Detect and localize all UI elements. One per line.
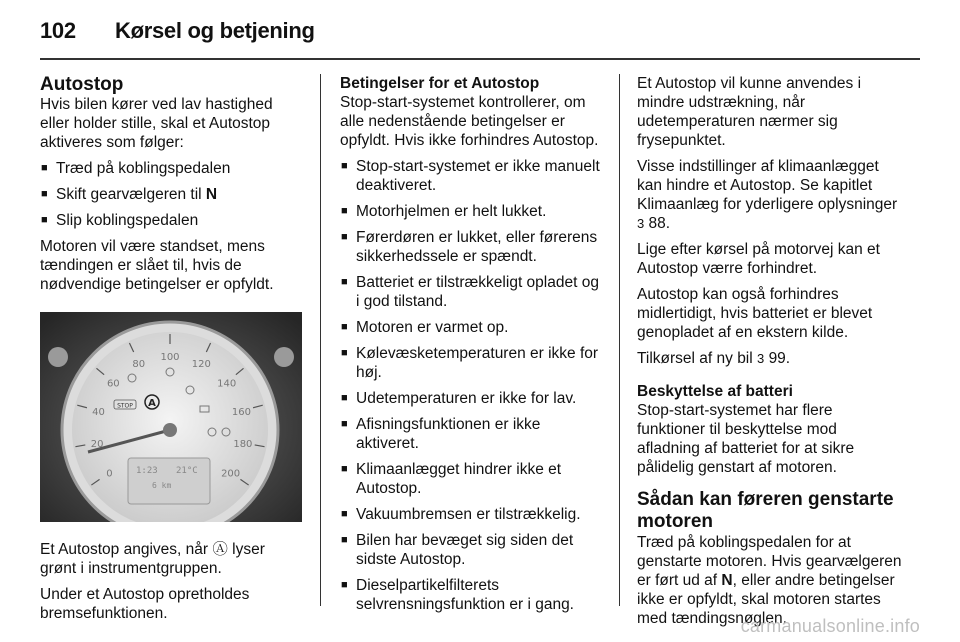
display-temp: 21°C (176, 466, 198, 476)
speed-label: 20 (90, 438, 104, 450)
list-item: ■ Batteriet er tilstrækkeligt opladet og i god tilstand. (340, 273, 605, 311)
speed-label: 200 (221, 468, 241, 480)
intro-paragraph: Hvis bilen kører ved lav hastighed eller holder stille, skal et Autostop aktiveres som følger: (40, 96, 273, 151)
speedometer-illustration (40, 312, 302, 522)
indicator-note: Et Autostop angives, når Ⓐ lyser grønt i instrumentgruppen. (40, 541, 265, 577)
page-ref-arrow-icon: 3 (757, 351, 765, 366)
paragraph: Autostop kan også forhindres midlertidigt, hvis batteriet er blevet genopladet af en ekstern kilde. (637, 286, 873, 341)
list-item: ■ Slip koblingspedalen (40, 211, 305, 230)
column-2 (340, 74, 605, 621)
section-heading-conditions: Betingelser for et Autostop (340, 75, 540, 92)
list-item: ■ Motorhjelmen er helt lukket. (340, 202, 605, 221)
autostop-symbol-icon: Ⓐ (212, 541, 228, 558)
battery-paragraph: Stop-start-systemet har flere funktioner til beskyttelse mod afladning af batteriet for at sikre pålidelig genstart af motoren. (637, 402, 855, 476)
speed-label: 40 (92, 406, 105, 418)
display-trip: 6 km (152, 481, 172, 490)
page-reference[interactable]: 88. (648, 215, 671, 232)
stop-indicator: STOP (117, 402, 133, 410)
column-divider (320, 74, 321, 606)
restart-paragraph: Træd på koblingspedalen for at genstarte motoren. Hvis gearvælgeren er ført ud af N, eller andre betingelser ikke er opfyldt, skal motoren startes med tændingsnøglen. (637, 534, 902, 627)
page-header (40, 18, 315, 44)
column-1 (40, 74, 305, 630)
column-divider (619, 74, 620, 606)
page-number: 102 (40, 18, 76, 43)
speed-label: 120 (191, 358, 211, 370)
conditions-list (340, 157, 605, 614)
list-item: ■ Klimaanlægget hindrer ikke et Autostop. (340, 460, 605, 498)
speed-label: 60 (106, 378, 120, 390)
speed-label: 0 (106, 468, 113, 480)
speed-label: 160 (231, 406, 252, 418)
section-heading-autostop: Autostop (40, 74, 124, 95)
list-item: ■ Træd på koblingspedalen (40, 159, 305, 178)
conditions-intro: Stop-start-systemet kontrollerer, om alle nedenstående betingelser er opfyldt. Hvis ikke forhindres Autostop. (340, 94, 599, 149)
list-item: ■ Vakuumbremsen er tilstrækkelig. (340, 505, 605, 524)
list-item: ■ Førerdøren er lukket, eller førerens sikkerhedssele er spændt. (340, 228, 605, 266)
page-reference[interactable]: 99. (768, 350, 791, 367)
paragraph: Et Autostop vil kunne anvendes i mindre udstrækning, når udetemperaturen nærmer sig frysepunktet. (637, 75, 862, 149)
svg-text:A: A (148, 398, 156, 409)
watermark: carmanualsonline.info (740, 616, 920, 636)
list-item: ■ Bilen har bevæget sig siden det sidste Autostop. (340, 531, 605, 569)
paragraph: Tilkørsel af ny bil 3 99. (637, 350, 791, 367)
speed-label: 180 (233, 438, 253, 450)
header-rule (40, 58, 920, 60)
result-paragraph: Motoren vil være standset, mens tændingen er slået til, hvis de nødvendige betingelser er opfyldt. (40, 238, 274, 293)
speed-label: 80 (132, 358, 146, 370)
speed-label: 100 (160, 352, 180, 363)
list-item: ■ Kølevæsketemperaturen er ikke for høj. (340, 344, 605, 382)
steps-list (40, 159, 305, 230)
list-item: ■ Motoren er varmet op. (340, 318, 605, 337)
paragraph: Lige efter kørsel på motorvej kan et Autostop værre forhindret. (637, 241, 880, 277)
column-3 (637, 74, 902, 635)
page-ref-arrow-icon: 3 (637, 216, 645, 231)
instrument-cluster-photo (40, 312, 302, 522)
list-item: ■ Afisningsfunktionen er ikke aktiveret. (340, 415, 605, 453)
display-time: 1:23 (136, 466, 158, 476)
paragraph: Visse indstillinger af klimaanlægget kan hindre et Autostop. Se kapitlet Klimaanlæg for yderligere oplysninger 3 88. (637, 158, 898, 232)
section-heading-restart: Sådan kan føreren genstarte motoren (637, 489, 894, 532)
speed-label: 140 (217, 378, 237, 390)
list-item: ■ Stop-start-systemet er ikke manuelt deaktiveret. (340, 157, 605, 195)
brake-note: Under et Autostop opretholdes bremsefunktionen. (40, 586, 250, 622)
page-title: Kørsel og betjening (115, 18, 315, 43)
list-item: ■ Skift gearvælgeren til N (40, 185, 305, 204)
list-item: ■ Udetemperaturen er ikke for lav. (340, 389, 605, 408)
section-heading-battery: Beskyttelse af batteri (637, 383, 793, 400)
list-item: ■ Dieselpartikelfilterets selvrensningsfunktion er i gang. (340, 576, 605, 614)
